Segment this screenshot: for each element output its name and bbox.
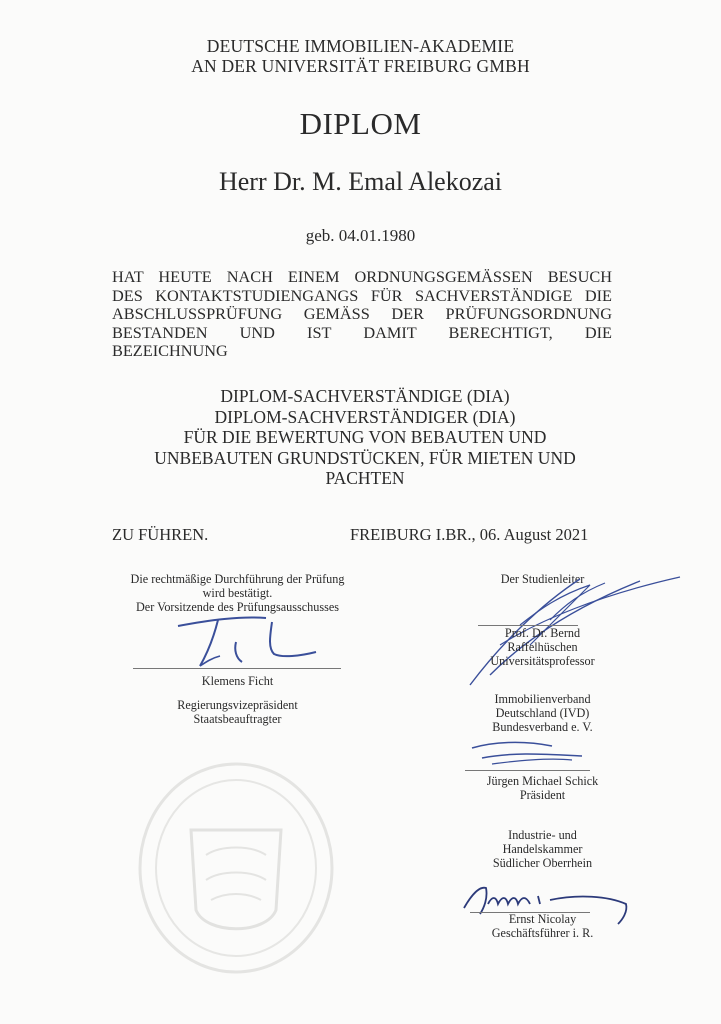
- ihk-signatory-info: [445, 912, 640, 940]
- signatory-role: Präsident: [519, 788, 566, 802]
- signatory-role: Regierungsvizepräsident: [177, 698, 298, 712]
- organization-line: Industrie- und: [508, 828, 577, 842]
- recipient-birth-date: geb. 04.01.1980: [305, 226, 416, 245]
- designation-line: DIPLOM-SACHVERSTÄNDIGE (DIA): [220, 386, 510, 406]
- closing-phrase: ZU FÜHREN.: [112, 525, 209, 544]
- organization-line: Deutschland (IVD): [495, 706, 590, 720]
- ihk-organization: [445, 828, 640, 870]
- signatory-name: Klemens Ficht: [201, 674, 274, 688]
- signatory-name: Ernst Nicolay: [508, 912, 577, 926]
- signatory-name: Prof. Dr. Bernd: [504, 626, 581, 640]
- recipient-name: Herr Dr. M. Emal Alekozai: [218, 167, 503, 196]
- signatory-role: Geschäftsführer i. R.: [491, 926, 594, 940]
- signatory-role: Universitätsprofessor: [490, 654, 595, 668]
- signature-schick: [462, 734, 592, 774]
- designation-line: PACHTEN: [325, 468, 405, 488]
- confirmation-note-1: Die rechtmäßige Durchführung der Prüfung: [130, 572, 345, 586]
- ivd-signatory-info: [445, 774, 640, 802]
- organization-line: Südlicher Oberrhein: [492, 856, 593, 870]
- institution-line-2: AN DER UNIVERSITÄT FREIBURG GMBH: [191, 56, 530, 76]
- signature-line: [465, 770, 590, 771]
- organization-line: Immobilienverband: [494, 692, 591, 706]
- certification-text: [112, 268, 612, 361]
- certification-line: ABSCHLUSSPRÜFUNG GEMÄSS DER PRÜFUNGSORDNUNG: [112, 304, 612, 324]
- certification-line: BEZEICHNUNG: [112, 341, 228, 361]
- certification-line: HAT HEUTE NACH EINEM ORDNUNGSGEMÄSSEN BESUCH: [112, 267, 612, 286]
- document-title: DIPLOM: [299, 106, 422, 141]
- signatory-name: Jürgen Michael Schick: [486, 774, 599, 788]
- organization-line: Handelskammer: [502, 842, 583, 856]
- place-and-date: FREIBURG I.BR., 06. August 2021: [350, 525, 589, 544]
- signature-line: [133, 668, 341, 669]
- certification-line: BESTANDEN UND IST DAMIT BERECHTIGT, DIE: [112, 322, 612, 342]
- designation-line: UNBEBAUTEN GRUNDSTÜCKEN, FÜR MIETEN UND: [154, 447, 576, 468]
- embossed-seal-icon: [136, 760, 336, 975]
- designation-block: [120, 386, 610, 489]
- designation-line: DIPLOM-SACHVERSTÄNDIGER (DIA): [214, 406, 516, 427]
- study-director-heading: Der Studienleiter: [500, 572, 585, 586]
- confirmation-note-3: Der Vorsitzende des Prüfungsausschusses: [136, 600, 339, 614]
- signature-ficht: [170, 608, 330, 670]
- confirmation-note-2: wird bestätigt.: [202, 586, 273, 600]
- institution-line-1: DEUTSCHE IMMOBILIEN-AKADEMIE: [206, 36, 515, 56]
- study-director-info: [445, 626, 640, 668]
- signatory-role: Staatsbeauftragter: [193, 712, 282, 726]
- organization-line: Bundesverband e. V.: [492, 720, 593, 734]
- institution-header: [0, 36, 721, 76]
- certification-line: DES KONTAKTSTUDIENGANGS FÜR SACHVERSTÄNDIGE DIE: [112, 285, 612, 305]
- signatory-name-cont: Raffelhüschen: [507, 640, 578, 654]
- designation-line: FÜR DIE BEWERTUNG VON BEBAUTEN UND: [183, 427, 547, 447]
- ivd-organization: [445, 692, 640, 734]
- left-signatory-info: [100, 674, 375, 726]
